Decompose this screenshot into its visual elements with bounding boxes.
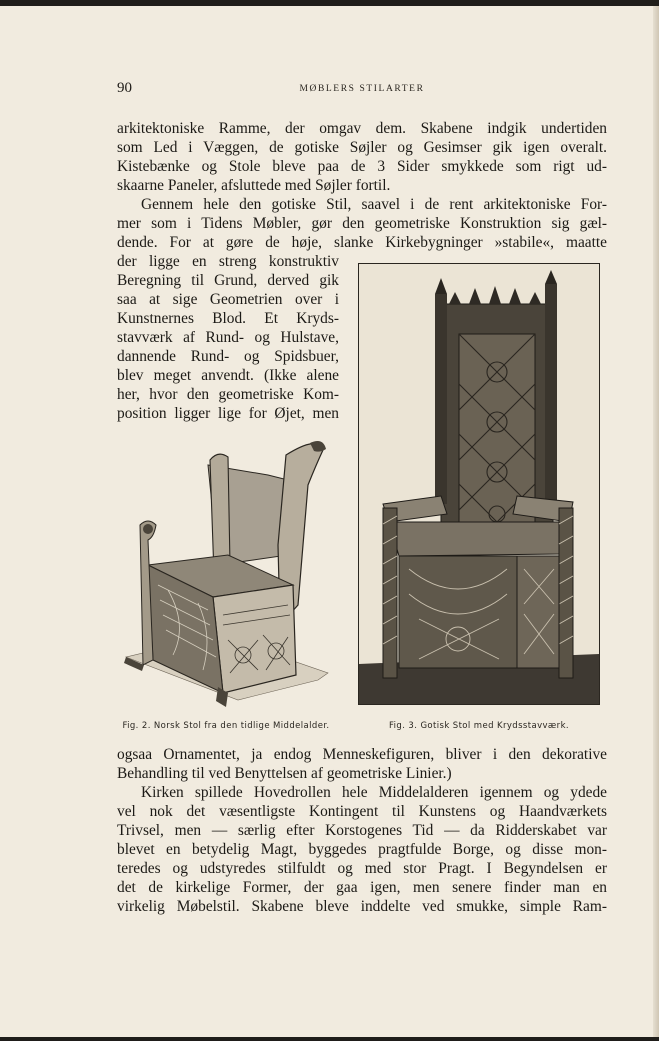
text-line: som Led i Væggen, de gotiske Søjler og Gesimser gik igen overalt. xyxy=(117,139,607,156)
text-line: Trivsel, men — særlig efter Korstogenes Tid — da Ridderskabet var xyxy=(117,822,607,839)
text-line: Gennem hele den gotiske Stil, saavel i de rent arkitektoniske For- xyxy=(141,196,607,213)
text-line: det de kirkelige Former, der gaa igen, men senere finder man en xyxy=(117,879,607,896)
text-line: ogsaa Ornamentet, ja endog Menneskefiguren, bliver i den dekorative xyxy=(117,746,607,763)
text-line: Behandling til ved Benyttelsen af geometriske Linier.) xyxy=(117,765,452,782)
running-title: MØBLERS STILARTER xyxy=(299,84,425,94)
text-line: blev meget anvendt. (Ikke alene xyxy=(117,367,339,384)
page-edge-shadow xyxy=(653,6,659,1037)
norwegian-chair-illustration xyxy=(118,425,334,710)
text-line: der ligge en streng konstruktiv xyxy=(117,253,339,270)
text-line: blevet en betydelig Magt, byggedes pragtfulde Borge, og disse mon- xyxy=(117,841,607,858)
figure-3-caption: Fig. 3. Gotisk Stol med Krydsstavværk. xyxy=(389,721,569,731)
text-line: dannende Rund- og Spidsbuer, xyxy=(117,348,339,365)
text-line: teredes og udstyredes stilfuldt og med stor Pragt. I Begyndelsen er xyxy=(117,860,607,877)
text-line: skaarne Paneler, afsluttede med Søjler fortil. xyxy=(117,177,391,194)
text-line: vel nok det væsentligste Kontingent til Kunstens og Haandværkets xyxy=(117,803,607,820)
page-header xyxy=(117,80,607,102)
text-line: Kunstnernes Blod. Et Kryds- xyxy=(117,310,339,327)
text-line: mer som i Tidens Møbler, gør den geometriske Konstruktion sig gæl- xyxy=(117,215,607,232)
text-line: dende. For at gøre de høje, slanke Kirkebygninger »stabile«, maatte xyxy=(117,234,607,251)
figure-2-caption: Fig. 2. Norsk Stol fra den tidlige Middelalder. xyxy=(122,721,330,731)
text-line: Beregning til Grund, derved gik xyxy=(117,272,339,289)
gothic-chair-illustration xyxy=(359,264,599,704)
text-line: stavværk af Rund- og Hulstave, xyxy=(117,329,339,346)
figure-norwegian-chair xyxy=(118,425,334,710)
text-line: position ligger lige for Øjet, men xyxy=(117,405,339,422)
page-number: 90 xyxy=(117,80,132,96)
text-line: her, hvor den geometriske Kom- xyxy=(117,386,339,403)
text-line: arkitektoniske Ramme, der omgav dem. Skabene indgik undertiden xyxy=(117,120,607,137)
text-line: Kistebænke og Stole bleve paa de 3 Sider smykkede som rigt ud- xyxy=(117,158,607,175)
text-line: Kirken spillede Hovedrollen hele Middelalderen igennem og ydede xyxy=(141,784,607,801)
text-line: virkelig Møbelstil. Skabene bleve inddelte ved smukke, simple Ram- xyxy=(117,898,607,915)
text-line: saa at sige Geometrien over i xyxy=(117,291,339,308)
figure-gothic-chair xyxy=(358,263,600,705)
